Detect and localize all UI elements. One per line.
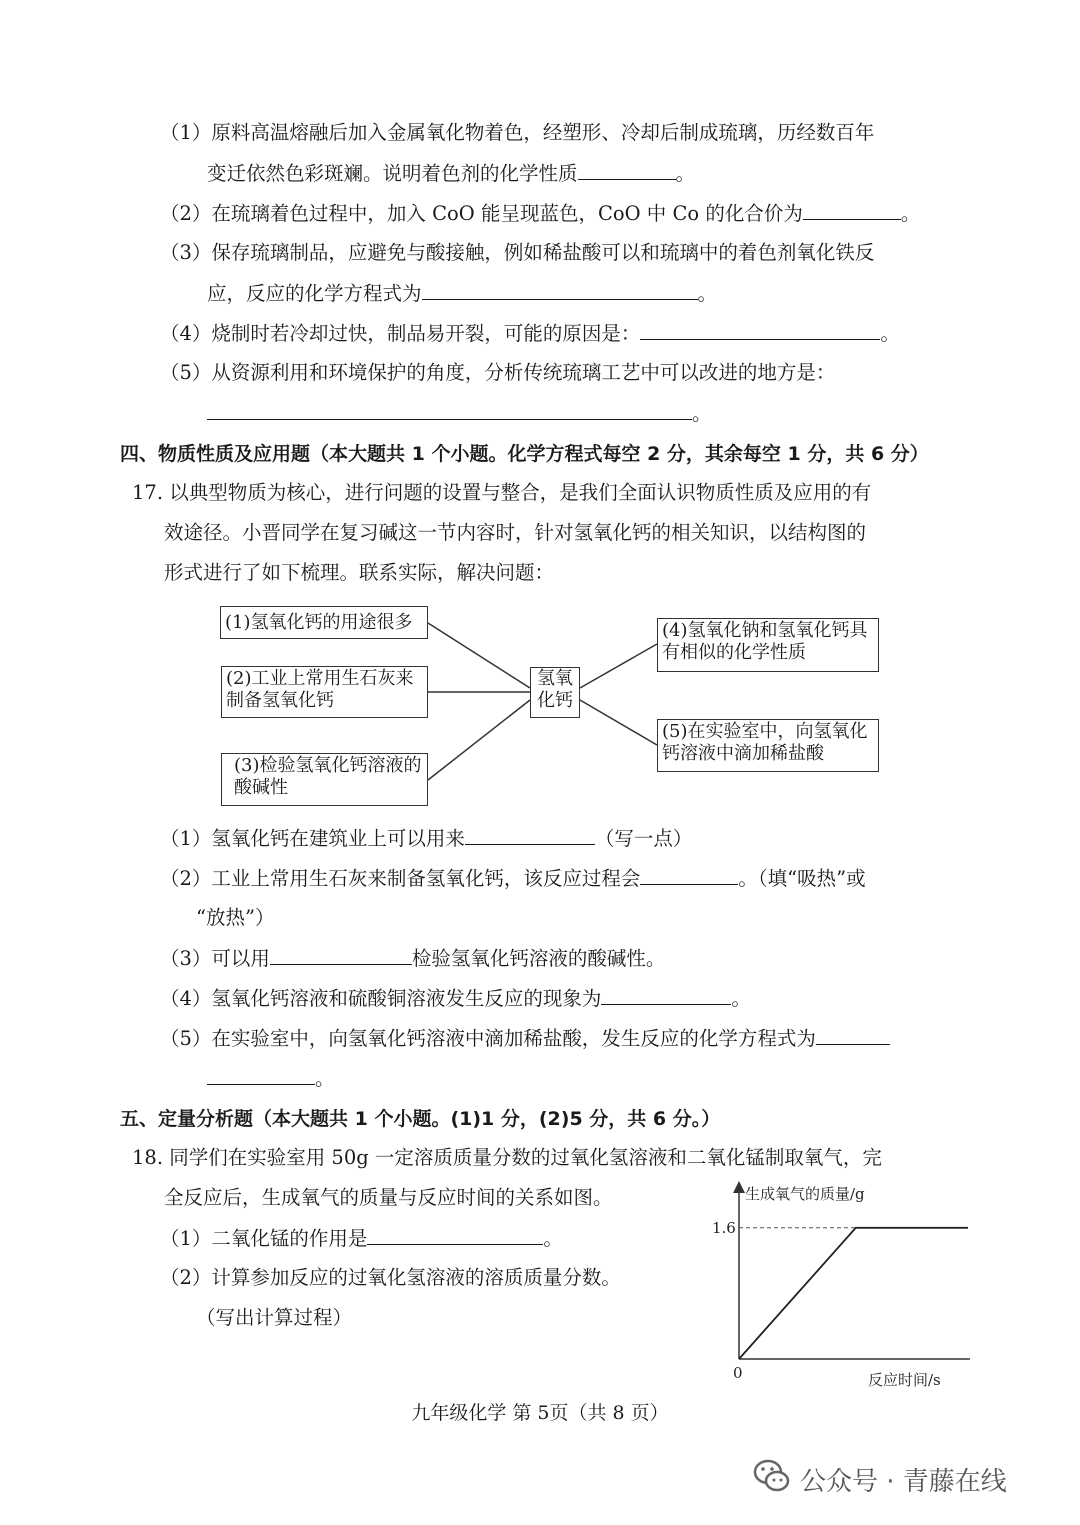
q18-stem-line1: 18. 同学们在实验室用 50g 一定溶质质量分数的过氧化氢溶液和二氧化锰制取氧气，完 [132, 1146, 882, 1169]
q18-sub2: （2）计算参加反应的过氧化氢溶液的溶质质量分数。 [160, 1266, 621, 1289]
q17-sub2-line1: （2）工业上常用生石灰来制备氢氧化钙，该反应过程会 。（填“吸热”或 [160, 864, 866, 893]
answer-blank[interactable] [816, 1024, 890, 1045]
q17-sub3: （3）可以用 检验氢氧化钙溶液的酸碱性。 [160, 944, 665, 973]
connector-line [580, 644, 657, 688]
answer-blank[interactable] [270, 944, 412, 965]
answer-blank[interactable] [601, 984, 731, 1005]
wechat-icon [752, 1456, 792, 1496]
origin-label: 0 [733, 1364, 743, 1382]
q17-stem-line3: 形式进行了如下梳理。联系实际，解决问题： [164, 561, 555, 584]
connector-line [580, 700, 657, 745]
diagram-box-3: (3)检验氢氧化钙溶液的酸碱性 [221, 753, 428, 806]
answer-blank[interactable] [465, 824, 595, 845]
page-footer: 九年级化学 第 5页（共 8 页） [411, 1402, 669, 1424]
q16-sub5-line1: （5）从资源利用和环境保护的角度，分析传统琉璃工艺中可以改进的地方是： [160, 361, 836, 384]
answer-blank[interactable] [640, 864, 738, 885]
q18-sub2-note: （写出计算过程） [196, 1306, 353, 1329]
q16-sub4: （4）烧制时若冷却过快，制品易开裂，可能的原因是： 。 [160, 319, 900, 348]
section-5-heading: 五、定量分析题（本大题共 1 个小题。(1)1 分，(2)5 分，共 6 分。） [120, 1108, 721, 1130]
q17-stem-line1: 17. 以典型物质为核心，进行问题的设置与整合，是我们全面认识物质性质及应用的有 [132, 481, 872, 504]
y-axis-label: 生成氧气的质量/g [745, 1185, 865, 1203]
answer-blank[interactable] [367, 1224, 543, 1245]
diagram-box-5: (5)在实验室中，向氢氧化钙溶液中滴加稀盐酸 [657, 719, 879, 772]
oxygen-mass-series-line [739, 1228, 968, 1359]
connector-line [428, 623, 530, 688]
q17-stem-line2: 效途径。小晋同学在复习碱这一节内容时，针对氢氧化钙的相关知识，以结构图的 [164, 521, 867, 544]
q16-sub1-line2: 变迁依然色彩斑斓。说明着色剂的化学性质 。 [207, 159, 695, 188]
q17-sub4: （4）氢氧化钙溶液和硫酸铜溶液发生反应的现象为 。 [160, 984, 751, 1013]
diagram-center-box: 氢氧化钙 [530, 667, 580, 718]
answer-blank[interactable] [207, 1064, 315, 1085]
oxygen-mass-chart [690, 1175, 980, 1395]
q17-sub1: （1）氢氧化钙在建筑业上可以用来 （写一点） [160, 824, 692, 853]
diagram-box-4: (4)氢氧化钠和氢氧化钙具有相似的化学性质 [657, 618, 879, 672]
watermark-text: 公众号 · 青藤在线 [800, 1467, 1007, 1497]
section-4-heading: 四、物质性质及应用题（本大题共 1 个小题。化学方程式每空 2 分，其余每空 1 分，共 6 分） [120, 443, 929, 465]
q16-sub3-line1: （3）保存琉璃制品，应避免与酸接触，例如稀盐酸可以和琉璃中的着色剂氧化铁反 [160, 241, 875, 264]
q16-sub5-line2: 。 [207, 399, 712, 428]
q18-sub1: （1）二氧化锰的作用是 。 [160, 1224, 563, 1253]
connector-line [428, 700, 530, 780]
q17-sub5-line1: （5）在实验室中，向氢氧化钙溶液中滴加稀盐酸，发生反应的化学方程式为 [160, 1024, 890, 1053]
q16-sub2: （2）在琉璃着色过程中，加入 CoO 能呈现蓝色，CoO 中 Co 的化合价为 。 [160, 199, 920, 228]
q18-stem-line2: 全反应后，生成氧气的质量与反应时间的关系如图。 [164, 1186, 613, 1209]
q16-sub3-line2: 应，反应的化学方程式为 。 [207, 279, 717, 308]
diagram-box-2: (2)工业上常用生石灰来制备氢氧化钙 [221, 666, 428, 718]
y-tick-label-1-6: 1.6 [712, 1218, 736, 1237]
q16-sub1-line1: （1）原料高温熔融后加入金属氧化物着色，经塑形、冷却后制成琉璃，历经数百年 [160, 121, 875, 144]
diagram-box-1: (1)氢氧化钙的用途很多 [220, 606, 428, 639]
q17-sub5-line2: 。 [207, 1064, 335, 1093]
x-axis-label: 反应时间/s [868, 1371, 941, 1389]
q17-sub2-line2: “放热”） [196, 906, 275, 929]
